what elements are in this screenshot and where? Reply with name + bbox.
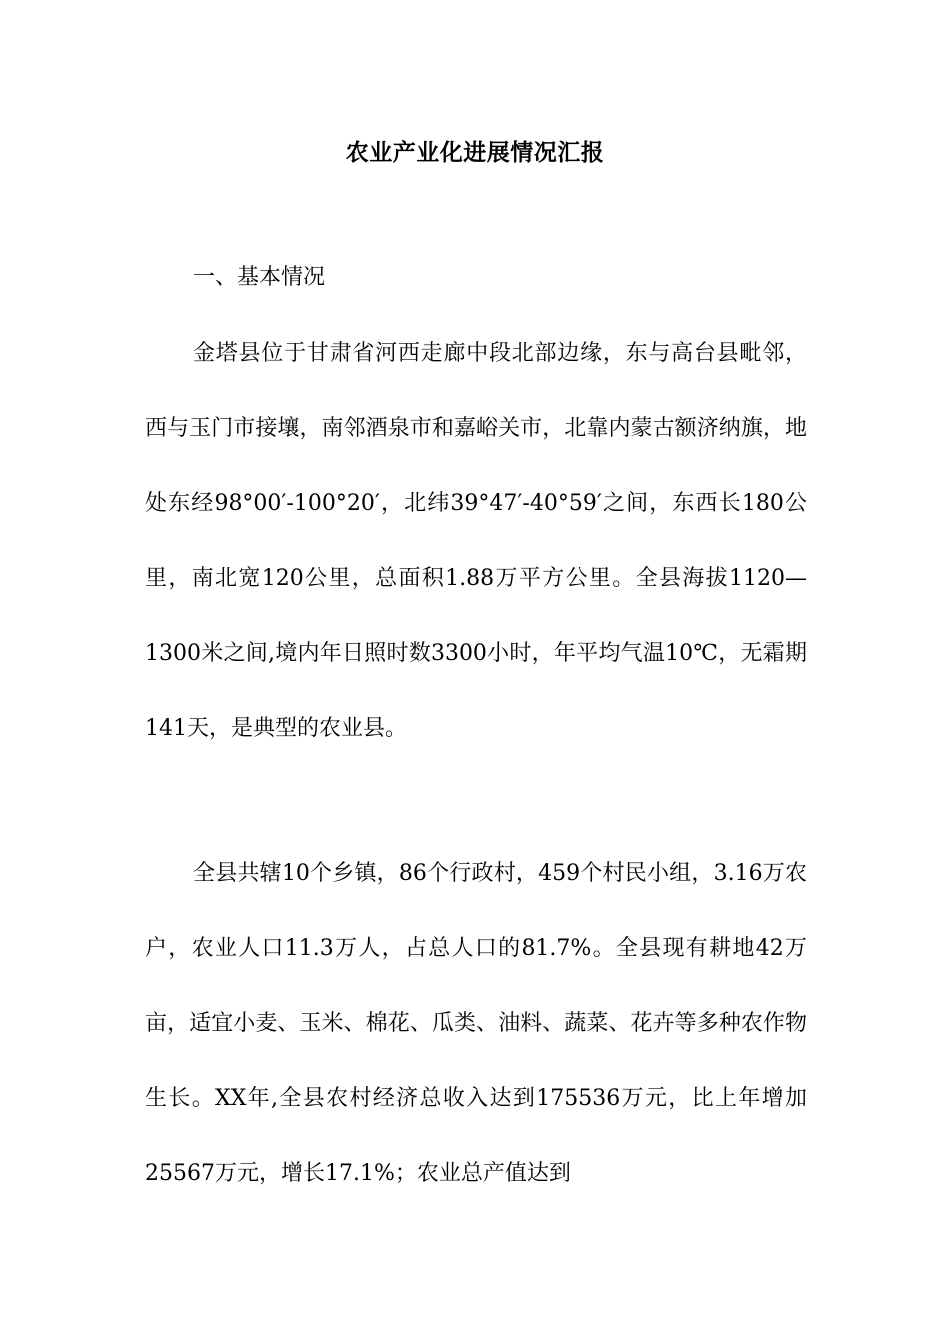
paragraph-location-overview: 金塔县位于甘肃省河西走廊中段北部边缘，东与高台县毗邻，西与玉门市接壤，南邻酒泉市和嘉峪关市，北靠内蒙古额济纳旗，地处东经98°00′-100°20′，北纬39°47′-40°59′之间，东西长180公里，南北宽120公里，总面积1.88万平方公里。全县海拔1120—1300米之间,境内年日照时数3300小时，年平均气温10℃，无霜期141天，是典型的农业县。: [145, 341, 807, 741]
document-title: 农业产业化进展情况汇报: [345, 139, 605, 166]
section-heading: 一、基本情况: [193, 265, 326, 290]
paragraph-administrative-overview: 全县共辖10个乡镇，86个行政村，459个村民小组，3.16万农户，农业人口11.3万人，占总人口的81.7%。全县现有耕地42万亩，适宜小麦、玉米、棉花、瓜类、油料、蔬菜、花卉等多种农作物生长。XX年,全县农村经济总收入达到175536万元，比上年增加25567万元，增长17.1%；农业总产值达到: [145, 861, 807, 1186]
